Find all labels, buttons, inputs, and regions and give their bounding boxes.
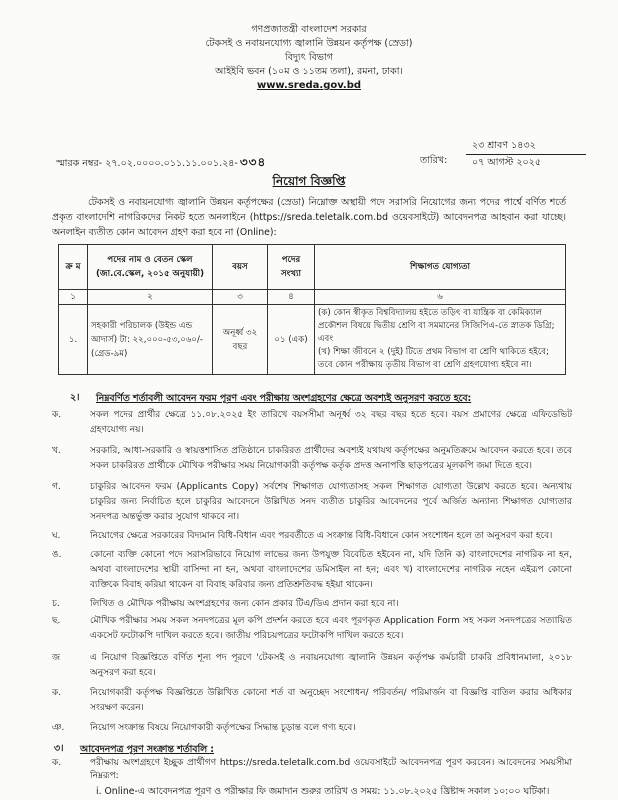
header-division: বিদ্যুৎ বিভাগ: [285, 52, 333, 63]
item-marker: চ.: [52, 599, 60, 609]
section3-title: আবেদনপত্র পূরণ সংক্রান্ত শর্তাবলি :: [80, 744, 214, 755]
item-text: নিয়োগের ক্ষেত্রে সরকারের বিদ্যমান বিধি-বিধান এবং পরবর্তীতে এ সংক্রান্ত বিধি-বিধানে কোন সংশোধন হলে তা অনুসরণ করা হবে।: [90, 531, 553, 541]
header-govt: গণপ্রজাতন্ত্রী বাংলাদেশ সরকার: [251, 24, 367, 35]
memo-handwritten-number: ৩৩৪: [239, 155, 267, 169]
col-num: ৩: [213, 290, 268, 305]
date-bangla: ২৩ শ্রাবণ ১৪৩২: [466, 138, 586, 155]
item-marker: জ: [52, 653, 61, 663]
list-item: [52, 408, 572, 438]
page-title: নিয়োগ বিজ্ঞপ্তি: [272, 174, 346, 188]
item-marker: ক.: [52, 410, 62, 420]
item-marker: ঙ.: [52, 550, 62, 560]
item-marker: ক.: [52, 758, 62, 768]
sublist-item: i. Online-এ আবেদনপত্র পূরণ ও পরীক্ষার ফি জমাদান শুরুর তারিখ ও সময়: ১১.০৮.২০২৫ খ্রিষ্টাব্দ সকাল ১০:০০ ঘটিকা।: [96, 786, 550, 797]
item-text: চাকুরির আবেদন ফরম (Applicants Copy) সর্বশেষ শিক্ষাগত যোগ্যতাসহ সকল শিক্ষাগত যোগ্যতা উল্লেখ করতে হবে। অন্যথায় চাকুরির জন্য নির্বাচিত হলে চাকুরির আবেদনে উল্লিখিত সনদ ব্যতীত চাকুরির আবেদনের পূর্বে অর্জিত অন্যান্য শিক্ষাগত যোগ্যতার সনদপত্র অন্তর্ভুক্ত করার সুযোগ থাকবে না।: [90, 482, 572, 522]
item-marker: ঘ.: [52, 531, 61, 541]
item-text: সরকারি, আধা-সরকারি ও স্বায়ত্তশাসিত প্রতিষ্ঠানে চাকরিরত প্রার্থীদের অবশ্যই যথাযথ কর্তৃপক্ষের অনুমতিক্রমে আবেদন করতে হবে। তবে সকল চাকরিরত প্রার্থীকে মৌখিক পরীক্ষার সময় নিয়োগকারী কর্তৃপক্ষ কর্তৃক প্রদত্ত অনাপত্তি ছাড়পত্রের মূলকপি জমা দিতে হবে।: [90, 446, 572, 471]
item-marker: ক.: [52, 688, 62, 698]
memo-number: [56, 154, 266, 174]
th-qualification: শিক্ষাগত যোগ্যতা: [315, 245, 566, 290]
cell-post: সহকারী পরিচালক (উইন্ড এন্ড আদার্স) টা: ২২,০০০-৫৩,০৬০/- (গ্রেড-৯ম): [88, 305, 213, 375]
cell-age: অনূর্ধ্ব ৩২ বছর: [213, 305, 268, 375]
item-marker: ছ.: [52, 616, 61, 626]
list-item: [52, 614, 572, 644]
qualification-b: (খ) শিক্ষা জীবনে ২ (দুই) টিতে প্রথম বিভাগ বা শ্রেণি থাকিতে হইবে; তবে কোন পরীক্ষায় তৃতীয় বিভাগ বা শ্রেণি গ্রহণযোগ্য হইবে না।: [318, 347, 549, 370]
item-text: লিখিত ও মৌখিক পরীক্ষায় অংশগ্রহণের জন্য কোন প্রকার টিএ/ডিএ প্রদান করা হবে না।: [90, 599, 399, 609]
col-num: ৪: [268, 290, 315, 305]
header-website-wrap: [0, 80, 618, 92]
table-row: [59, 305, 566, 375]
item-text: নিয়োগ সংক্রান্ত বিষয়ে নিয়োগকারী কর্তৃপক্ষের সিদ্ধান্ত চূড়ান্ত বলে গণ্য হবে।: [90, 723, 356, 733]
col-num: ২: [88, 290, 213, 305]
qualification-a: (ক) কোন স্বীকৃত বিশ্ববিদ্যালয় হইতে তড়িৎ বা যান্ত্রিক বা কেমিক্যাল প্রকৌশল বিষয়ে দ্বিতীয় শ্রেণি বা সমমানের সিজিপিএ-তে স্নাতক ডিগ্রি; এবং: [318, 308, 555, 344]
cell-count: ০১ (এক): [268, 305, 315, 375]
header-address: আইইবি ভবন (১০ম ও ১১তম তলা), রমনা, ঢাকা।: [215, 66, 403, 77]
list-item: [52, 757, 572, 783]
intro-paragraph: টেকসই ও নবায়নযোগ্য জ্বালানি উন্নয়ন কর্তৃপক্ষের (স্রেডা) নিম্নোক্ত অস্থায়ী পদে সরাসরি নিয়োগের জন্য পদের পার্শ্বে বর্ণিত শর্তে প্রকৃত বাংলাদেশি নাগরিকদের নিকট হতে অনলাইনে (https://sreda.teletalk.com.bd ওয়েবসাইটে) আবেদনপত্র আহবান করা যাচ্ছে। অনলাইন ব্যতীত কোন আবেদন গ্রহণ করা হবে না (Online):: [52, 197, 566, 238]
section3-number: ৩।: [54, 743, 64, 754]
item-marker: ঞ.: [52, 723, 65, 733]
item-text: নিয়োগকারী কর্তৃপক্ষ বিজ্ঞপ্তিতে উল্লিখিত কোনো শর্ত বা অনুচ্ছেদ সংশোধন/ পরিবর্তন/ পরিমার্জন বা বিজ্ঞপ্তি বাতিল করার অধিকার সংরক্ষণ করেন।: [90, 688, 572, 713]
page-title-wrap: [0, 173, 618, 193]
th-post: পদের নাম ও বেতন স্কেল (জা.বে.স্কেল, ২০১৫ অনুযায়ী): [88, 245, 213, 290]
date-english: ০৭ আগস্ট ২০২৫: [472, 157, 542, 168]
th-age: বয়স: [213, 245, 268, 290]
item-text: এ নিয়োগ বিজ্ঞপ্তিতে বর্ণিত শূন্য পদ পূরণে 'টেকসই ও নবায়নযোগ্য জ্বালানি উন্নয়ন কর্তৃপক্ষ কর্মচারী চাকরি প্রবিধানমালা, ২০১৮ অনুসরণ করা হবে।: [90, 653, 572, 678]
list-item: [52, 529, 572, 544]
col-num: ১: [59, 290, 88, 305]
list-item: [52, 480, 572, 525]
memo-label: স্মারক নম্বর- ২৭.০২.০০০০.০১১.১১.০০১.২৪-: [56, 158, 238, 169]
item-marker: খ.: [52, 446, 61, 456]
section2-number: ২।: [70, 392, 80, 403]
list-item: [52, 548, 572, 593]
cell-qualification: [315, 305, 566, 375]
table-number-row: [59, 290, 566, 305]
item-text: কোনো ব্যক্তি কোনো পদে সরাসরিভাবে নিয়োগ লাভের জন্য উপযুক্ত বিবেচিত হইবেন না, যদি তিনি ক) বাংলাদেশের নাগরিক না হন, অথবা বাংলাদেশের স্থায়ী বাসিন্দা না হন, অথবা বাংলাদেশের ডমিসাইল না হন; এবং খ) বাংলাদেশের নাগরিক নহেন এইরূপ কোনো ব্যক্তিকে বিবাহ করিয়া থাকেন বা বিবাহ করিবার জন্য প্রতিশ্রুতিবদ্ধ হইয়া থাকেন।: [90, 550, 572, 590]
list-item: [52, 651, 572, 681]
th-count: পদের সংখ্যা: [268, 245, 315, 290]
th-sl: ক্র ম: [59, 245, 88, 290]
item-text: পরীক্ষায় অংশগ্রহণে ইচ্ছুক প্রার্থীগণ https://sreda.teletalk.com.bd ওয়েবসাইটে আবেদনপত্র পূরণ করবেন। আবেদনের সময়সীমা নিম্নরূপ:: [90, 758, 572, 781]
col-num: ৬: [315, 290, 566, 305]
list-item: [52, 597, 572, 612]
table-header-row: [59, 245, 566, 290]
cell-sl: ১.: [59, 305, 88, 375]
item-text: সকল পদের প্রার্থীর ক্ষেত্রে ১১.০৮.২০২৫ ইং তারিখে বয়সসীমা অনূর্ধ্ব ৩২ বছর বছর হতে হবে। বয়স প্রমাণের ক্ষেত্রে এফিডেভিট গ্রহণযোগ্য নয়।: [90, 410, 572, 435]
website-link[interactable]: www.sreda.gov.bd: [256, 80, 362, 91]
list-item: [52, 721, 572, 736]
section2-title: নিম্নবর্ণিত শর্তাবলী আবেদন ফরম পূরণ এবং পরীক্ষায় অংশগ্রহণের ক্ষেত্রে অবশ্যই অনুসরণ করতে হবে:: [96, 393, 472, 404]
date-label: তারিখ:: [420, 155, 448, 166]
header-authority: টেকসই ও নবায়নযোগ্য জ্বালানি উন্নয়ন কর্তৃপক্ষ (স্রেডা): [205, 38, 413, 49]
list-item: [52, 686, 572, 716]
item-text: মৌখিক পরীক্ষার সময় সকল সনদপত্রের মূল কপি প্রদর্শন করতে হবে এবং পূরণকৃত Application Form সহ সকল সনদপত্রের সত্যায়িত একসেট ফটোকপি দাখিল করতে হবে। জাতীয় পরিচয়পত্রের ফটোকপি দাখিল করতে হবে।: [90, 616, 572, 641]
posts-table: [58, 244, 566, 375]
item-marker: গ.: [52, 482, 61, 492]
list-item: [52, 444, 572, 474]
